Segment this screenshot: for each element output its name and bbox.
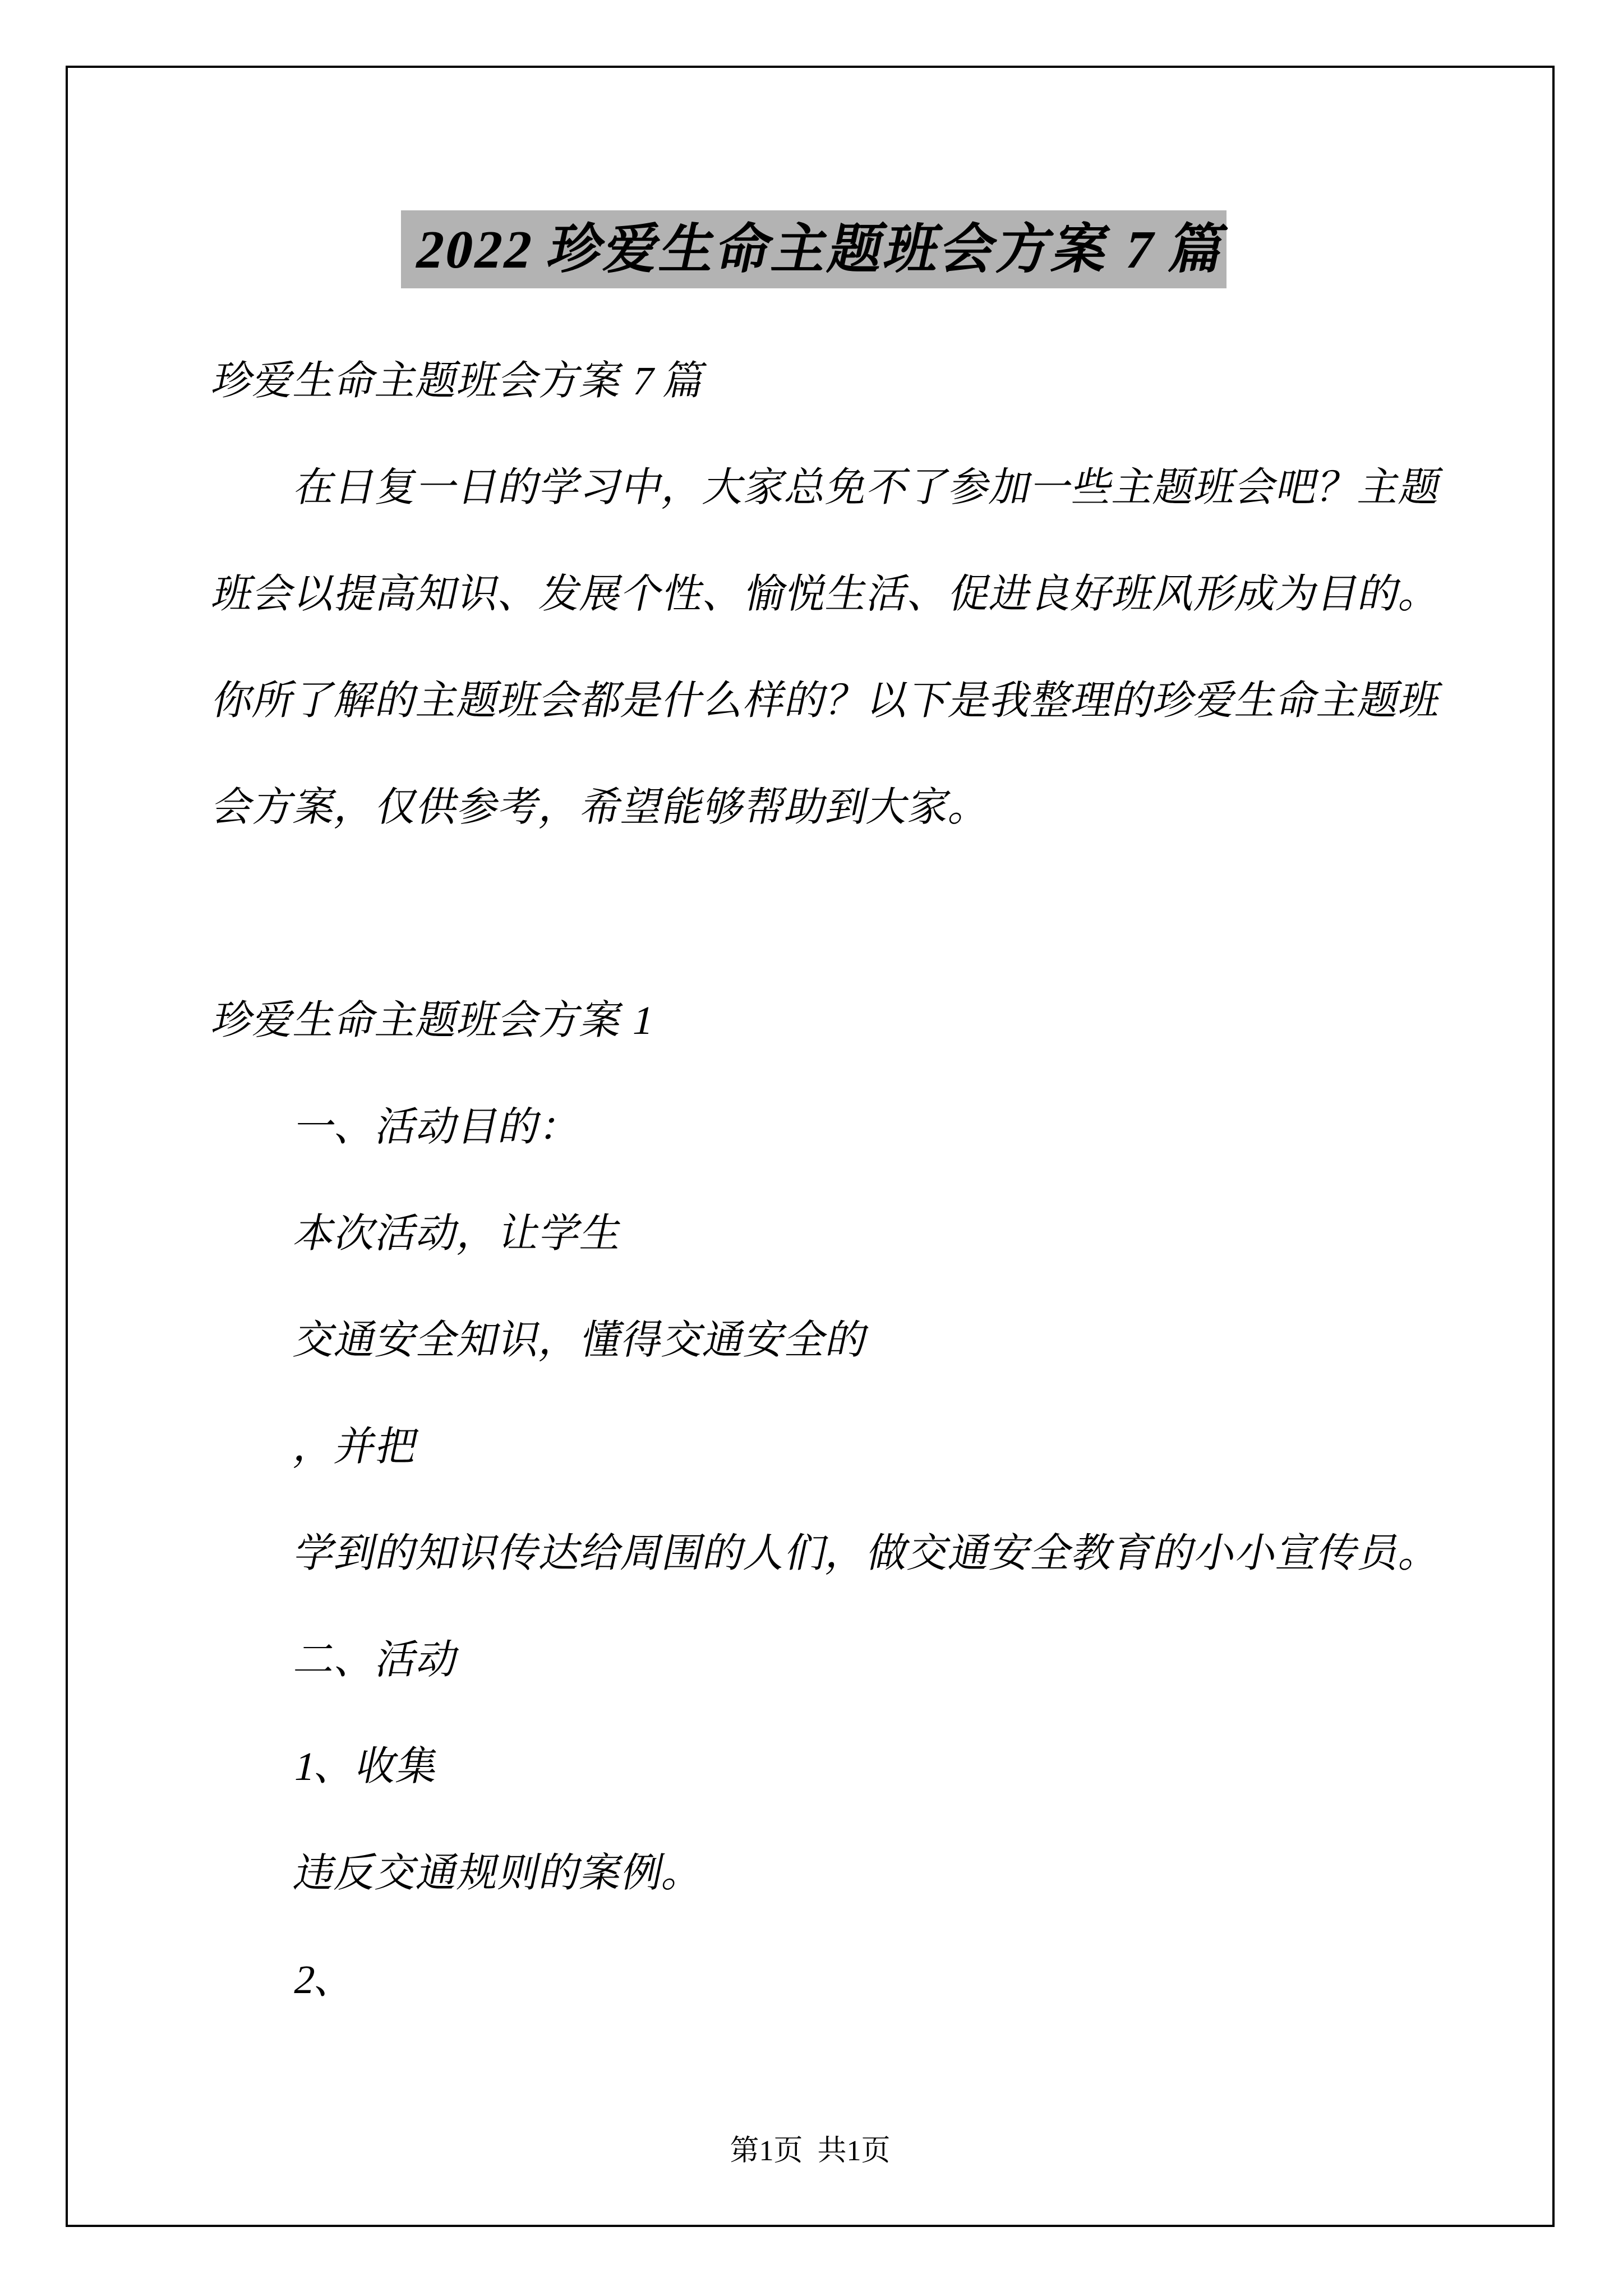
title-highlight bbox=[401, 210, 1234, 288]
text-line: 珍爱生命主题班会方案 1 bbox=[208, 998, 659, 1043]
text-line: 交通安全知识，懂得交通安全的 bbox=[208, 1318, 873, 1363]
text-line: 一、活动目的： bbox=[208, 1105, 587, 1149]
text-line: 会方案，仅供参考，希望能够帮助到大家。 bbox=[208, 785, 996, 830]
text-line: 1、收集 bbox=[208, 1744, 444, 1789]
page-footer: 第1页 共1页 bbox=[730, 2135, 891, 2167]
text-line: 本次活动，让学生 bbox=[208, 1211, 628, 1256]
text-line: 班会以提高知识、发展个性、愉悦生活、促进良好班风形成为目的。 bbox=[208, 572, 1446, 616]
text-line: 学到的知识传达给周围的人们，做交通安全教育的小小宣传员。 bbox=[208, 1531, 1446, 1576]
document-body bbox=[202, 328, 1446, 2033]
text-line: ，并把 bbox=[208, 1424, 423, 1469]
text-line: 你所了解的主题班会都是什么样的？以下是我整理的珍爱生命主题班 bbox=[208, 678, 1446, 723]
text-line: 在日复一日的学习中，大家总免不了参加一些主题班会吧？主题 bbox=[208, 465, 1446, 510]
document-title-row bbox=[202, 200, 1421, 288]
text-line: 珍爱生命主题班会方案 7 篇 bbox=[208, 358, 711, 403]
text-line: 二、活动 bbox=[208, 1637, 464, 1682]
text-line: 违反交通规则的案例。 bbox=[208, 1851, 709, 1895]
page-title: 2022 珍爱生命主题班会方案 7 篇 bbox=[411, 219, 1234, 279]
text-line: 2、 bbox=[208, 1957, 362, 2002]
text-line bbox=[202, 861, 1444, 967]
